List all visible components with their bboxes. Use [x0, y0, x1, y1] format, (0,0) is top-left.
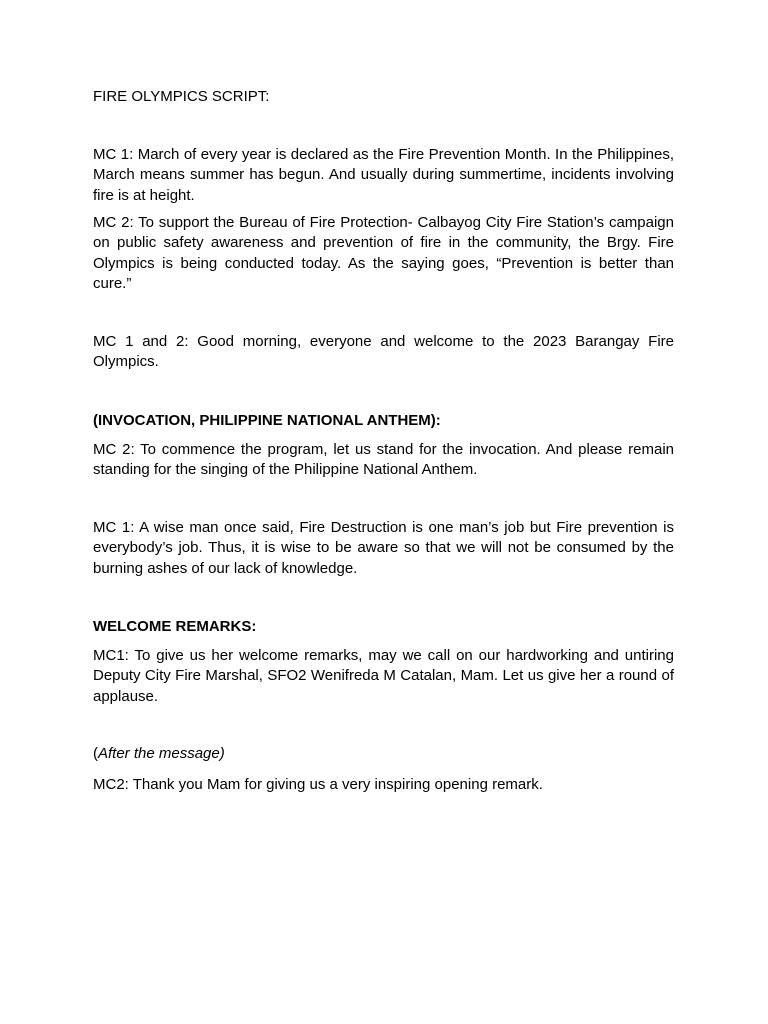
stage-direction-after-message — [93, 744, 674, 764]
paragraph-mc12-welcome: MC 1 and 2: Good morning, everyone and welcome to the 2023 Barangay Fire Olympics. — [93, 333, 674, 371]
paragraph-mc1-remarks: MC1: To give us her welcome remarks, may we call on our hardworking and untiring Deputy City Fire Marshal, SFO2 Wenifreda M Catalan, Mam. Let us give her a round of applause. — [93, 647, 674, 705]
document-title: FIRE OLYMPICS SCRIPT: — [93, 88, 270, 105]
paragraph-mc2-thanks: MC2: Thank you Mam for giving us a very inspiring opening remark. — [93, 776, 543, 793]
heading-invocation: (INVOCATION, PHILIPPINE NATIONAL ANTHEM): — [93, 412, 441, 429]
heading-welcome-remarks: WELCOME REMARKS: — [93, 618, 257, 635]
paragraph-mc2-support: MC 2: To support the Bureau of Fire Protection- Calbayog City Fire Station’s campaign on public safety awareness and prevention of fire in the community, the Brgy. Fire Olympics is being conducted today. As the saying goes, “Prevention is better than cure.” — [93, 214, 674, 292]
paragraph-mc2-invocation: MC 2: To commence the program, let us stand for the invocation. And please remain standing for the singing of the Philippine National Anthem. — [93, 441, 674, 479]
paragraph-mc1-wise: MC 1: A wise man once said, Fire Destruction is one man’s job but Fire prevention is everybody’s job. Thus, it is wise to be aware so that we will not be consumed by the burning ashes of our lack of knowledge. — [93, 519, 674, 577]
stage-direction-open-paren: ( — [93, 745, 98, 762]
stage-direction-text: After the message) — [98, 745, 225, 762]
paragraph-mc1-intro: MC 1: March of every year is declared as the Fire Prevention Month. In the Philippines, March means summer has begun. And usually during summertime, incidents involving fire is at height. — [93, 146, 674, 204]
